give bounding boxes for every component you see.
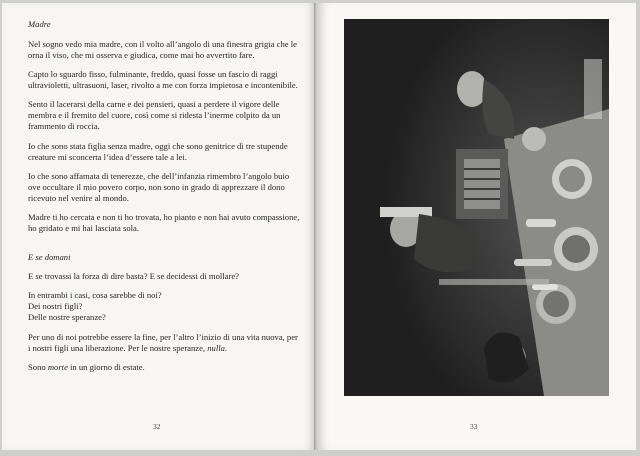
emphasis-text: morte: [47, 361, 68, 372]
paragraph: Sento il lacerarsi della carne e dei pensieri, quasi a perdere il vigore delle membra e il fremito del cuore, così come si ridesta l’inerme colpito da un frammento di roccia.: [28, 99, 281, 132]
right-page: [318, 3, 636, 450]
text-run: Sono: [28, 361, 48, 372]
poem-title-madre: Madre: [28, 19, 51, 29]
emphasis-text: nulla: [207, 342, 225, 353]
question-line: In entrambi i casi, cosa sarebbe di noi?: [28, 290, 162, 301]
question-line: Dei nostri figli?: [28, 301, 83, 312]
question-line: Delle nostre speranze?: [28, 312, 106, 323]
paragraph: E se trovassi la forza di dire basta? E se decidessi di mollare?: [28, 271, 239, 282]
paragraph: Madre ti ho cercata e non ti ho trovata, ho pianto e non hai avuto compassione, ho gridato e mi hai lasciata sola.: [28, 211, 300, 233]
page-number-left: 32: [153, 422, 161, 431]
poem-title-e-se-domani: E se domani: [28, 251, 71, 262]
text-run: Per uno di noi potrebbe essere la fine, per l’altro l’inizio di una vita nuova, per i nostri figli una liberazione. Per le nostre speranze,: [28, 331, 298, 353]
paragraph: [28, 362, 300, 373]
paragraph: Nel sogno vedo mia madre, con il volto all’angolo di una finestra grigia che le orna il viso, che mi osserva e giudica, come mai ho avvertito fare.: [28, 39, 297, 60]
poem-text: [28, 19, 300, 381]
photograph: [344, 19, 609, 396]
paragraph: Io che sono stata figlia senza madre, oggi che sono genitrice di tre stupende creature mi sconcerta l’idea d’essere tale a lei.: [28, 140, 288, 162]
text-run: .: [224, 342, 228, 353]
photo-icon: [344, 19, 609, 396]
question-group: [28, 290, 300, 323]
paragraph: [28, 332, 300, 354]
paragraph: Io che sono affamata di tenerezze, che dell’infanzia rimembro l’angolo buio ove occultare il mio povero corpo, non sono in grado di apprezzare il dono ricevuto nel venire al mondo.: [28, 170, 290, 203]
text-run: in un giorno di estate.: [67, 361, 145, 372]
paragraph: Capto lo sguardo fisso, fulminante, freddo, quasi fosse un fascio di raggi ultravioletti, ultrasuoni, laser, rivolto a me con forza impietosa e incontenibile.: [28, 69, 298, 91]
left-page: [2, 3, 316, 450]
page-number-right: 33: [470, 422, 478, 431]
